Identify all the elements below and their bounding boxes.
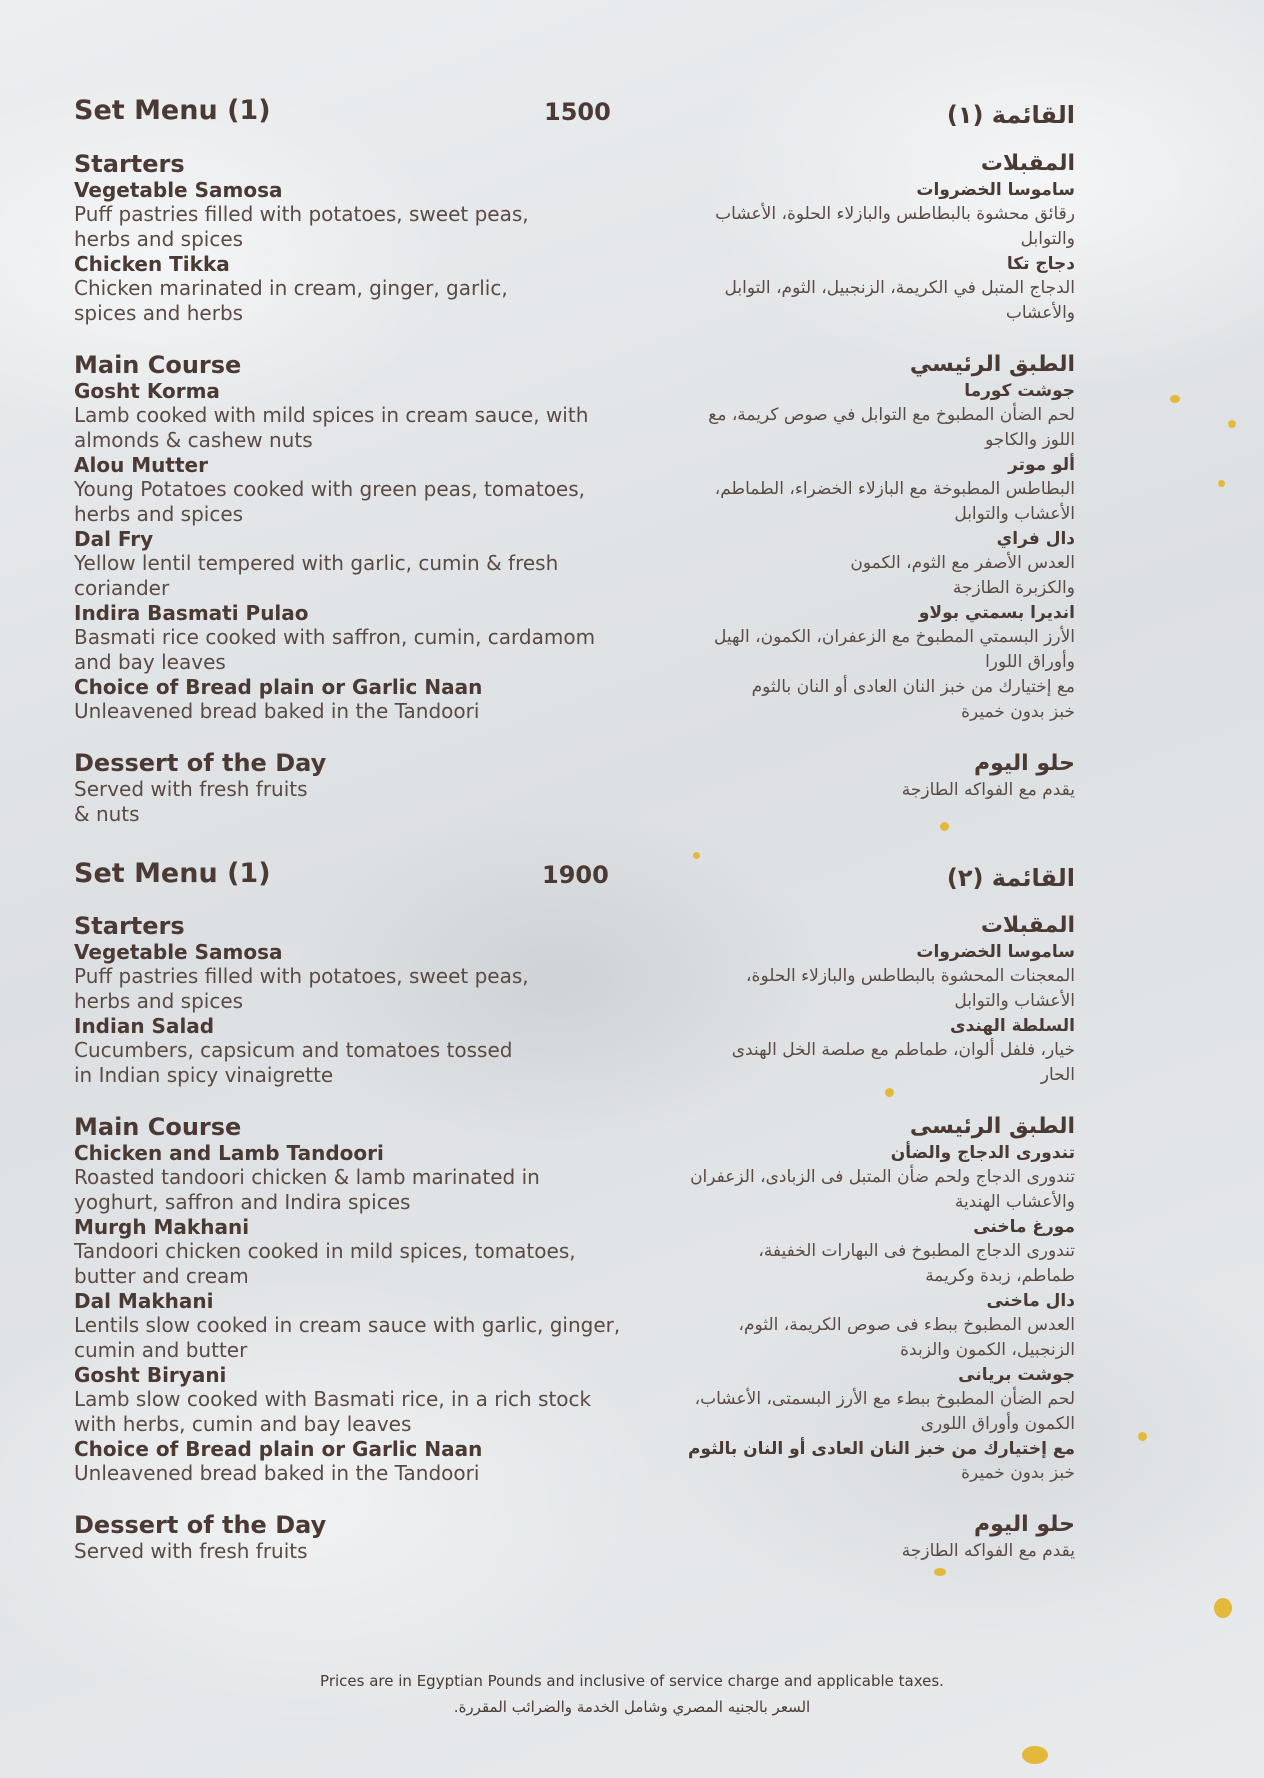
dish-description: وأوراق اللورا — [985, 652, 1075, 672]
dish-description: الزنجبيل، الكمون والزبدة — [900, 1340, 1075, 1360]
menu1-arabic-items — [605, 150, 1075, 803]
dish-description: herbs and spices — [74, 502, 244, 526]
dish-description: الأعشاب والتوابل — [954, 991, 1075, 1011]
dish-description: الدجاج المتبل في الكريمة، الزنجبيل، الثوم، التوابل — [724, 278, 1075, 298]
dish-description: المعجنات المحشوة بالبطاطس والبازلاء الحلوة، — [746, 966, 1075, 986]
dish-description: herbs and spices — [74, 989, 244, 1013]
dish-description: Lentils slow cooked in cream sauce with garlic, ginger, — [74, 1313, 621, 1337]
section-title: Starters — [74, 150, 185, 178]
section-title: Main Course — [74, 351, 242, 379]
dish-description: coriander — [74, 576, 170, 600]
dish-description: butter and cream — [74, 1264, 249, 1288]
section-spacer — [74, 1088, 634, 1113]
dish-description: يقدم مع الفواكه الطازجة — [901, 1541, 1075, 1561]
dish-description: الأرز البسمتي المطبوخ مع الزعفران، الكمون، الهيل — [713, 627, 1075, 647]
dish-name: ألو موتر — [1008, 455, 1075, 475]
dish-description: طماطم، زبدة وكريمة — [925, 1266, 1075, 1286]
dish-description: Yellow lentil tempered with garlic, cumin & fresh — [74, 551, 559, 575]
dish-description: Puff pastries filled with potatoes, sweet peas, — [74, 202, 529, 226]
footer-note-english: Prices are in Egyptian Pounds and inclusive of service charge and applicable taxes. — [320, 1672, 944, 1690]
section-spacer — [605, 725, 1075, 750]
section-title: الطبق الرئيسى — [909, 1114, 1075, 1139]
dish-description: والتوابل — [1020, 229, 1075, 249]
dish-description: Lamb slow cooked with Basmati rice, in a rich stock — [74, 1387, 592, 1411]
section-title: Starters — [74, 912, 185, 940]
dish-description: البطاطس المطبوخة مع البازلاء الخضراء، الطماطم، — [714, 479, 1075, 499]
dish-description: Chicken marinated in cream, ginger, garlic, — [74, 276, 508, 300]
gold-speck — [1170, 395, 1180, 403]
menu-price: 1500 — [544, 98, 611, 126]
dish-name: Chicken and Lamb Tandoori — [74, 1141, 384, 1165]
dish-name: Dal Makhani — [74, 1289, 214, 1313]
section-spacer — [74, 1486, 634, 1511]
section-spacer — [74, 326, 634, 351]
dish-description: Young Potatoes cooked with green peas, tomatoes, — [74, 477, 586, 501]
section-title: المقبلات — [980, 151, 1075, 176]
dish-description: Unleavened bread baked in the Tandoori — [74, 1461, 480, 1485]
dish-name: دجاج تكا — [1006, 254, 1075, 274]
dish-description: yoghurt, saffron and Indira spices — [74, 1190, 411, 1214]
dish-name: مورغ ماخنى — [973, 1217, 1075, 1237]
dish-name: Vegetable Samosa — [74, 940, 283, 964]
dish-description: in Indian spicy vinaigrette — [74, 1063, 334, 1087]
dish-name: Gosht Biryani — [74, 1363, 227, 1387]
dish-description: لحم الضأن المطبوخ ببطء مع الأرز البسمتى، الأعشاب، — [694, 1389, 1075, 1409]
dish-description: لحم الضأن المطبوخ مع التوابل في صوص كريمة، مع — [708, 405, 1075, 425]
dish-description: spices and herbs — [74, 301, 244, 325]
gold-speck — [940, 822, 949, 831]
dish-description: & nuts — [74, 802, 140, 826]
section-title: المقبلات — [980, 913, 1075, 938]
section-title: Dessert of the Day — [74, 1511, 327, 1539]
dish-description: Served with fresh fruits — [74, 777, 308, 801]
dish-name: السلطة الهندى — [949, 1016, 1075, 1036]
gold-speck — [934, 1568, 946, 1576]
dish-description: تندورى الدجاج ولحم ضأن المتبل فى الزبادى، الزعفران — [690, 1167, 1075, 1187]
menu-title: Set Menu (1) — [74, 858, 271, 889]
dish-name: دال فراي — [996, 529, 1075, 549]
dish-description: Lamb cooked with mild spices in cream sauce, with — [74, 403, 589, 427]
dish-name: دال ماخنى — [986, 1291, 1075, 1311]
dish-description: Puff pastries filled with potatoes, sweet peas, — [74, 964, 529, 988]
gold-speck — [1218, 480, 1225, 487]
dish-description: خبز بدون خميرة — [961, 1463, 1075, 1483]
dish-name: Choice of Bread plain or Garlic Naan — [74, 1437, 483, 1461]
dish-name: Chicken Tikka — [74, 252, 230, 276]
dish-description: العدس المطبوخ ببطء فى صوص الكريمة، الثوم، — [738, 1315, 1075, 1335]
dish-description: cumin and butter — [74, 1338, 248, 1362]
section-title: Main Course — [74, 1113, 242, 1141]
dish-description: رقائق محشوة بالبطاطس والبازلاء الحلوة، الأعشاب — [715, 204, 1075, 224]
dish-description: العدس الأصفر مع الثوم، الكمون — [850, 553, 1075, 573]
gold-speck — [1138, 1432, 1147, 1441]
menu1-arabic-column — [605, 98, 1075, 132]
dish-name: Alou Mutter — [74, 453, 208, 477]
dish-name: تندورى الدجاج والضأن — [890, 1143, 1075, 1163]
menu-title-arabic: القائمة (٢) — [946, 864, 1075, 892]
gold-speck — [693, 852, 700, 859]
dish-description: يقدم مع الفواكه الطازجة — [901, 780, 1075, 800]
menu2-arabic-column — [605, 861, 1075, 895]
menu2-arabic-items — [605, 912, 1075, 1564]
dish-description: الحار — [1040, 1065, 1075, 1085]
menu1-english-items — [74, 150, 634, 827]
footer-note-arabic: السعر بالجنيه المصري وشامل الخدمة والضرائب المقررة. — [453, 1698, 811, 1716]
dish-description: Served with fresh fruits — [74, 1539, 308, 1563]
dish-description: Unleavened bread baked in the Tandoori — [74, 699, 480, 723]
dish-description: الأعشاب والتوابل — [954, 504, 1075, 524]
menu-title: Set Menu (1) — [74, 95, 271, 126]
dish-name: Vegetable Samosa — [74, 178, 283, 202]
section-spacer — [605, 326, 1075, 351]
section-title: Dessert of the Day — [74, 749, 327, 777]
dish-description: تندورى الدجاج المطبوخ فى البهارات الخفيفة، — [758, 1241, 1075, 1261]
gold-speck — [1228, 420, 1236, 428]
dish-description: almonds & cashew nuts — [74, 428, 313, 452]
dish-description: خيار، فلفل ألوان، طماطم مع صلصة الخل الهندى — [731, 1040, 1075, 1060]
dish-name: Gosht Korma — [74, 379, 220, 403]
section-spacer — [605, 1486, 1075, 1511]
dish-description: والأعشاب — [1005, 303, 1075, 323]
dish-description: والأعشاب الهندية — [954, 1192, 1075, 1212]
dish-description: with herbs, cumin and bay leaves — [74, 1412, 412, 1436]
menu-title-arabic: القائمة (١) — [946, 101, 1075, 129]
dish-description: herbs and spices — [74, 227, 244, 251]
dish-name: Murgh Makhani — [74, 1215, 250, 1239]
dish-name: Indian Salad — [74, 1014, 215, 1038]
dish-name: Dal Fry — [74, 527, 154, 551]
section-title: الطبق الرئيسي — [909, 352, 1075, 377]
dish-description: مع إختيارك من خبز النان العادى أو النان بالثوم — [751, 677, 1075, 697]
dish-name: ساموسا الخضروات — [916, 942, 1075, 962]
dish-name: جوشت كورما — [964, 381, 1075, 401]
dish-name: انديرا بسمتي بولاو — [918, 603, 1075, 623]
gold-speck — [1214, 1598, 1232, 1618]
dish-name: ساموسا الخضروات — [916, 180, 1075, 200]
dish-description: Tandoori chicken cooked in mild spices, tomatoes, — [74, 1239, 576, 1263]
dish-description: Cucumbers, capsicum and tomatoes tossed — [74, 1038, 513, 1062]
gold-speck — [1022, 1746, 1048, 1764]
dish-description: Basmati rice cooked with saffron, cumin, cardamom — [74, 625, 596, 649]
dish-name: Choice of Bread plain or Garlic Naan — [74, 675, 483, 699]
section-title: حلو اليوم — [974, 751, 1075, 776]
dish-name: Indira Basmati Pulao — [74, 601, 309, 625]
dish-description: الكمون وأوراق اللورى — [920, 1414, 1075, 1434]
section-spacer — [605, 1088, 1075, 1113]
dish-description: اللوز والكاجو — [985, 430, 1075, 450]
section-title: حلو اليوم — [974, 1512, 1075, 1537]
dish-description: خبز بدون خميرة — [961, 702, 1075, 722]
menu-price: 1900 — [542, 861, 609, 889]
dish-description: and bay leaves — [74, 650, 226, 674]
dish-name: مع إختيارك من خبز النان العادى أو النان بالثوم — [688, 1439, 1075, 1459]
menu2-english-items — [74, 912, 634, 1564]
dish-description: والكزبرة الطازجة — [952, 578, 1075, 598]
dish-description: Roasted tandoori chicken & lamb marinated in — [74, 1165, 540, 1189]
section-spacer — [74, 724, 634, 749]
dish-name: جوشت بريانى — [958, 1365, 1075, 1385]
